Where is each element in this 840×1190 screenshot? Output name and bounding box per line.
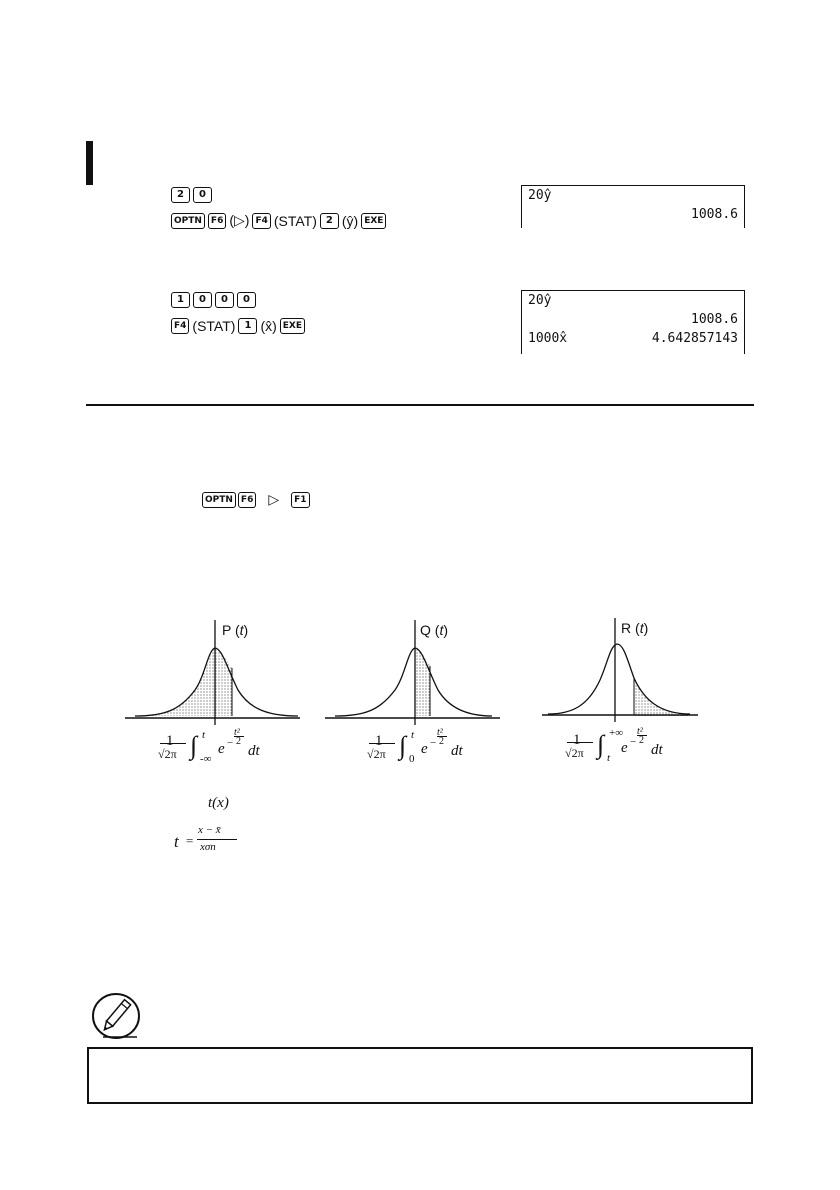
key-optn[interactable]: OPTN: [202, 492, 236, 508]
t-of-x-label: t(x): [208, 795, 229, 811]
graph-label-var: t: [639, 620, 644, 636]
shaded-area: [634, 678, 688, 716]
pencil-note-icon: [87, 992, 143, 1044]
display-line: [522, 205, 744, 224]
key-1[interactable]: 1: [171, 292, 190, 308]
differential: dt: [651, 742, 663, 758]
display-line: [522, 186, 744, 205]
graph-label-q: Q (t): [420, 622, 449, 638]
graph-label-var: t: [439, 622, 444, 638]
exp-denominator: 2: [439, 736, 444, 747]
fraction-bar: [197, 839, 237, 840]
exp-minus: −: [227, 737, 234, 749]
menu-key-sequence: [202, 491, 310, 508]
key-caption: (▷): [229, 212, 250, 228]
integral-sign: ∫: [190, 731, 198, 760]
formula-r: [565, 726, 707, 772]
upper-limit: +∞: [609, 727, 624, 739]
graph-q: [325, 620, 500, 725]
graph-p: [125, 620, 300, 725]
calculator-display-1: [521, 185, 745, 228]
key-0[interactable]: 0: [215, 292, 234, 308]
key-2[interactable]: 2: [171, 187, 190, 203]
upper-limit: t: [202, 729, 206, 741]
key-f1[interactable]: F1: [291, 492, 309, 508]
key-exe[interactable]: EXE: [280, 318, 305, 334]
section-marker-bar: [86, 141, 93, 185]
display-line: [522, 310, 744, 329]
graph-r: [542, 618, 698, 722]
key-caption: (ŷ): [341, 212, 359, 229]
section-divider: [86, 404, 754, 406]
graph-label-func: R: [621, 620, 632, 636]
lower-limit: t: [607, 752, 611, 764]
t-formula: [174, 824, 264, 860]
bell-curve: [335, 648, 492, 716]
display-line: [522, 291, 744, 310]
note-box: [87, 1047, 753, 1104]
exp-denominator: 2: [639, 735, 644, 746]
formula-p: [158, 727, 300, 773]
fraction-bar: [567, 742, 593, 743]
coef-numerator: 1: [375, 733, 383, 749]
key-sequence-step2: [171, 212, 386, 229]
exp-numerator: t²: [637, 726, 643, 737]
lower-limit: 0: [409, 753, 415, 765]
upper-limit: t: [411, 729, 415, 741]
key-sequence-step2: [171, 318, 305, 334]
differential: dt: [248, 743, 260, 759]
t-denominator: xσn: [200, 841, 216, 853]
display-result: 1008.6: [691, 312, 738, 327]
coef-denominator: √2π: [565, 746, 584, 760]
key-f4[interactable]: F4: [252, 213, 270, 229]
t-lhs: t: [174, 832, 179, 851]
graph-label-func: Q: [420, 622, 431, 638]
integral-sign: ∫: [399, 731, 407, 760]
key-sequence-step1: [171, 292, 256, 308]
display-input: 1000x̂: [528, 331, 568, 346]
key-caption: (STAT): [273, 212, 317, 229]
coef-denominator: √2π: [158, 747, 177, 761]
lower-limit: -∞: [200, 753, 212, 765]
exp-base: e: [421, 741, 428, 757]
display-input: 20ŷ: [528, 188, 552, 203]
t-equals: =: [186, 833, 194, 848]
formula-q: [367, 727, 509, 773]
key-caption: (x̂): [260, 318, 277, 334]
graph-label-r: R (t): [621, 620, 649, 636]
display-result: 4.642857143: [651, 331, 738, 346]
display-line: [522, 329, 744, 348]
key-0[interactable]: 0: [193, 292, 212, 308]
coef-numerator: 1: [166, 733, 174, 749]
exp-numerator: t²: [437, 727, 443, 738]
t-numerator: x − x̄: [198, 824, 221, 836]
exp-base: e: [218, 741, 225, 757]
key-exe[interactable]: EXE: [361, 213, 386, 229]
differential: dt: [451, 743, 463, 759]
graph-label-var: t: [239, 622, 244, 638]
fraction-bar: [160, 743, 186, 744]
calculator-display-2: [521, 290, 745, 354]
key-2[interactable]: 2: [320, 213, 339, 229]
exp-base: e: [621, 740, 628, 756]
key-sequence-step1: [171, 187, 212, 203]
key-0[interactable]: 0: [193, 187, 212, 203]
display-result: 1008.6: [691, 207, 738, 222]
display-input: 20ŷ: [528, 293, 552, 308]
key-0[interactable]: 0: [237, 292, 256, 308]
key-f6[interactable]: F6: [208, 213, 226, 229]
shaded-area: [130, 648, 215, 716]
exp-denominator: 2: [236, 736, 241, 747]
shaded-area: [415, 648, 430, 716]
key-f4[interactable]: F4: [171, 318, 189, 334]
integral-sign: ∫: [597, 730, 605, 759]
graph-label-func: P: [222, 622, 232, 638]
exp-minus: −: [630, 736, 637, 748]
key-1[interactable]: 1: [238, 318, 257, 334]
fraction-bar: [369, 743, 395, 744]
exp-numerator: t²: [234, 727, 240, 738]
coef-numerator: 1: [573, 732, 581, 748]
key-caption: (STAT): [192, 318, 236, 334]
arrow-right-icon: ▷: [268, 491, 280, 507]
key-f6[interactable]: F6: [238, 492, 256, 508]
coef-denominator: √2π: [367, 747, 386, 761]
graph-label-p: P (t): [222, 622, 249, 638]
bell-curve: [548, 644, 690, 714]
key-optn[interactable]: OPTN: [171, 213, 205, 229]
exp-minus: −: [430, 737, 437, 749]
